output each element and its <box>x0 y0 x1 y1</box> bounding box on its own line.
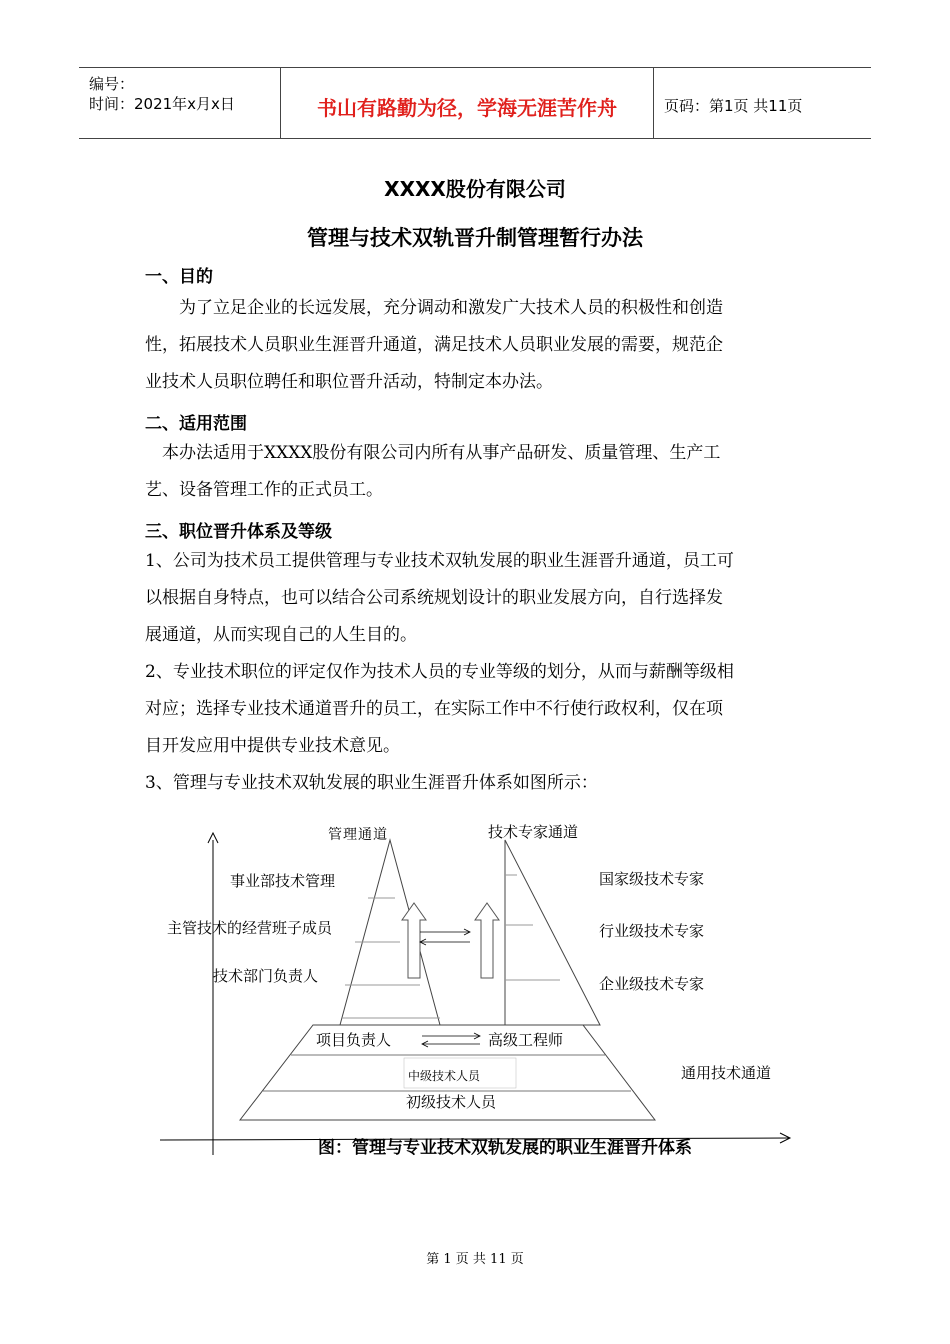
paragraph-line: 3、管理与专业技术双轨发展的职业生涯晋升体系如图所示： <box>145 773 598 793</box>
management-triangle <box>340 840 440 1025</box>
document-title: 管理与技术双轨晋升制管理暂行办法 <box>307 226 643 250</box>
senior-engineer-label: 高级工程师 <box>488 1031 564 1049</box>
mgmt-level-label: 技术部门负责人 <box>213 967 319 985</box>
tech-channel-label: 技术专家通道 <box>488 823 579 841</box>
header-motto: 书山有路勤为径，学海无涯苦作舟 <box>317 96 617 120</box>
section-body-purpose <box>145 290 810 401</box>
paragraph-line: 目开发应用中提供专业技术意见。 <box>145 736 400 756</box>
project-leader-label: 项目负责人 <box>316 1031 392 1049</box>
page-header <box>79 67 871 139</box>
tech-level-label: 行业级技术专家 <box>599 922 705 940</box>
header-motto-cell <box>280 68 654 138</box>
tech-level-label: 国家级技术专家 <box>599 870 705 888</box>
tech-up-arrow <box>475 903 499 978</box>
paragraph-line: 2、专业技术职位的评定仅作为技术人员的专业等级的划分，从而与薪酬等级相 <box>145 662 734 682</box>
doc-time-label: 时间：2021年x月x日 <box>89 95 235 113</box>
doc-number-label: 编号： <box>89 75 135 93</box>
header-meta-cell <box>79 68 279 138</box>
paragraph-line: 1、公司为技术员工提供管理与专业技术双轨发展的职业生涯晋升通道，员工可 <box>145 551 734 571</box>
header-page-cell <box>654 68 871 138</box>
general-channel-label: 通用技术通道 <box>681 1064 772 1082</box>
management-channel-label: 管理通道 <box>328 827 388 843</box>
figure-caption: 图：管理与专业技术双轨发展的职业生涯晋升体系 <box>318 1138 692 1158</box>
paragraph-line: 艺、设备管理工作的正式员工。 <box>145 480 383 500</box>
mid-level-label: 中级技术人员 <box>408 1069 481 1083</box>
mgmt-level-label: 主管技术的经营班子成员 <box>167 919 333 937</box>
mgmt-level-label: 事业部技术管理 <box>230 872 336 890</box>
paragraph-line: 性，拓展技术人员职业生涯晋升通道，满足技术人员职业发展的需要，规范企 <box>145 335 723 355</box>
paragraph-line: 本办法适用于XXXX股份有限公司内所有从事产品研发、质量管理、生产工 <box>162 443 721 463</box>
paragraph-line: 业技术人员职位聘任和职位晋升活动，特制定本办法。 <box>145 372 553 392</box>
paragraph-line: 以根据自身特点，也可以结合公司系统规划设计的职业发展方向，自行选择发 <box>145 588 723 608</box>
section-heading-system: 三、职位晋升体系及等级 <box>145 522 332 542</box>
section-heading-scope: 二、适用范围 <box>145 414 247 434</box>
paragraph-line: 对应；选择专业技术通道晋升的员工，在实际工作中不行使行政权利，仅在项 <box>145 699 723 719</box>
paragraph-line: 展通道，从而实现自己的人生目的。 <box>145 625 417 645</box>
technical-triangle <box>505 840 600 1025</box>
paragraph-line: 为了立足企业的长远发展，充分调动和激发广大技术人员的积极性和创造 <box>179 298 723 318</box>
section-body-system <box>145 543 810 802</box>
section-heading-purpose: 一、目的 <box>145 267 213 287</box>
tech-level-label: 企业级技术专家 <box>599 975 705 993</box>
section-body-scope <box>145 435 810 509</box>
junior-level-label: 初级技术人员 <box>406 1093 497 1111</box>
career-path-diagram <box>150 815 810 1160</box>
company-title: XXXX股份有限公司 <box>384 177 566 201</box>
page-footer: 第 1 页 共 11 页 <box>426 1252 524 1267</box>
header-page-number: 页码：第1页 共11页 <box>664 97 803 115</box>
